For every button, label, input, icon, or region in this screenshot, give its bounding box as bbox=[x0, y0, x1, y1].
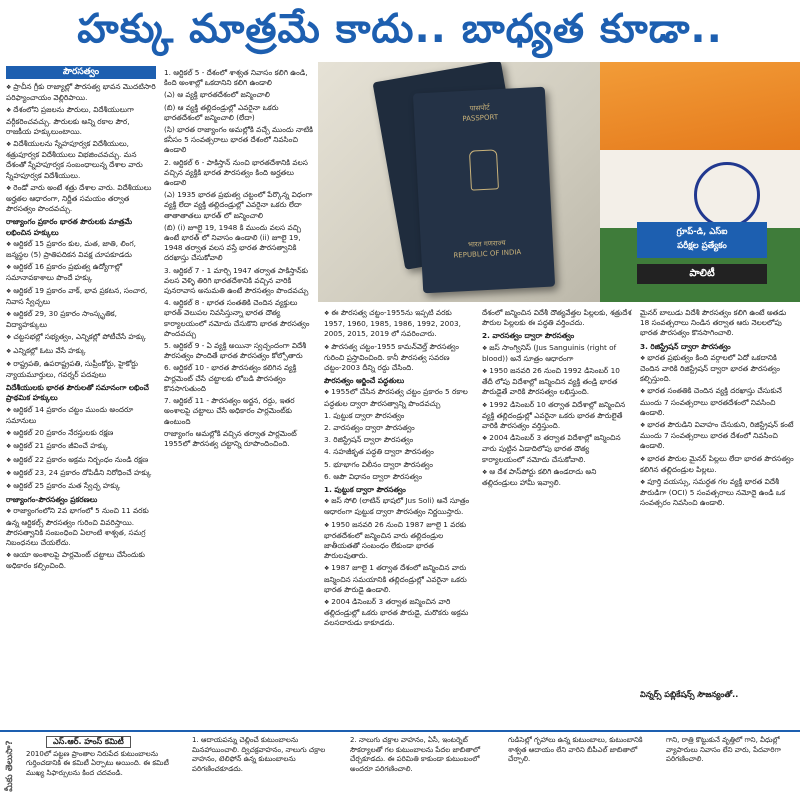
paragraph: (ఎ) 1935 భారత ప్రభుత్వ చట్టంలో పేర్కొన్న విధంగా వ్యక్తి లేదా వ్యక్తి తల్లిదండ్రుల్లో ఎవరైనా ఒకరు లేదా తాతాతాతలు భారత్ లో జన్మించాలి bbox=[164, 190, 313, 220]
headline: హక్కు మాత్రమే కాదు.. బాధ్యత కూడా.. bbox=[77, 6, 723, 52]
list-item: 1. పుట్టుక ద్వారా పౌరసత్వం bbox=[324, 410, 405, 420]
committee-title: ఎస్.ఆర్. హంస్ కమిటీ bbox=[46, 736, 131, 748]
paragraph: గుడిసెల్లో గృహాలు ఉన్న కుటుంబాలు, కుటుంబానికి శాశ్వత ఆదాయం లేని వారిని బీపీఎల్ జాబితాలో చేర్చాలి. bbox=[508, 736, 643, 763]
paragraph: గాని, రాత్రి కొట్టుకునే వృత్తిలో గాని, వీధుల్లో వ్యాపారులు నివాసం లేని వారు, పేదవారిగా పరిగణించాలి. bbox=[666, 736, 781, 763]
paragraph: (బి) ఆ వ్యక్తి తల్లిదండ్రుల్లో ఎవరైనా ఒకరు భారతదేశంలో జన్మించాలి (లేదా) bbox=[164, 102, 279, 122]
subheading: 1. పుట్టుక ద్వారా పౌరసత్వం bbox=[324, 485, 406, 495]
passport-front bbox=[413, 87, 555, 294]
subheading: 3. రిజిస్ట్రేషన్ ద్వారా పౌరసత్వం bbox=[640, 341, 731, 351]
list-item: ❖ ఆయా అంశాలపై పార్లమెంట్ చట్టాలు చేసేందుకు అధికారం కల్పించింది. bbox=[6, 550, 156, 571]
list-item: ❖ 2004 డిసెంబర్ 3 తర్వాత జన్మించిన వారి తల్లిదండ్రుల్లో ఒకరు భారత పౌరుడై, మరొకరు అక్రమ వలసదారుడు కాకూడదు. bbox=[324, 597, 474, 629]
list-item: 4. సహజీకృత పద్ధతి ద్వారా పౌరసత్వం bbox=[324, 447, 434, 457]
column-3 bbox=[324, 308, 474, 723]
list-item: 6. ఆపౌ విధానం ద్వారా పౌరసత్వం bbox=[324, 471, 423, 481]
bottom-column-4 bbox=[508, 736, 658, 804]
paragraph: ❖ 1955లో చేసిన పౌరసత్వ చట్టం ప్రకారం 5 రకాల పద్ధతుల ద్వారా పౌరసత్వాన్ని పొందవచ్చు bbox=[324, 387, 474, 408]
list-item: ❖ 1950 జనవరి 26 నుంచి 1987 జూలై 1 వరకు భారతదేశంలో జన్మించిన వారు తల్లిదండ్రుల జాతీయతతో సంబంధం లేకుండా భారత పౌరులవుతారు. bbox=[324, 520, 474, 562]
paragraph: దేశంలో జన్మించిన విదేశీ దౌత్యవేత్తల పిల్లలకు, శత్రుదేశ పౌరుల పిల్లలకు ఈ పద్ధతి వర్తించదు. bbox=[482, 308, 632, 328]
did-you-know-label bbox=[0, 732, 22, 807]
paragraph: రాజ్యాంగం అమల్లోకి వచ్చిన తర్వాత పార్లమెంట్ 1955లో పౌరసత్వ చట్టాన్ని రూపొందించింది. bbox=[164, 428, 297, 448]
paragraph: ❖ దేశంలోని ప్రజలను పౌరులు, విదేశీయులుగా వర్గీకరించవచ్చు. పౌరులకు అన్ని రకాల పౌర, రాజకీయ హక్కులుంటాయి. bbox=[6, 105, 156, 137]
list-item: ❖ పూర్తి వయస్సు, సమర్థత గల వ్యక్తి భారత విదేశీ పౌరుడిగా (OCI) 5 సంవత్సరాలు నమోదై ఉండి ఒక సంవత్సరం నివసించి ఉండాలి. bbox=[640, 477, 796, 509]
list-item: ❖ చట్టసభల్లో సభ్యత్వం, ఎన్నికల్లో పోటీచేసే హక్కు bbox=[6, 332, 156, 343]
ashoka-chakra-icon bbox=[694, 162, 760, 228]
list-item: ❖ ఆర్టికల్ 19 ప్రకారం వాక్, భావ ప్రకటన, సంచార, నివాస స్వేచ్ఛలు bbox=[6, 286, 156, 307]
list-item: ❖ ఆర్టికల్ 16 ప్రకారం ప్రభుత్వ ఉద్యోగాల్లో సమానావకాశాలు పొందే హక్కు bbox=[6, 262, 156, 283]
paragraph: ❖ ఈ పౌరసత్వ చట్టం-1955ను ఇప్పటి వరకు 1957, 1960, 1985, 1986, 1992, 2003, 2005, 2015, 2019 లో సవరించారు. bbox=[324, 308, 474, 340]
list-item: ❖ ఆర్టికల్ 21 ప్రకారం జీవించే హక్కు bbox=[6, 441, 156, 452]
list-item: ❖ జస్ సోలి (లాటిన్ భాషలో Jus Soli) అనే సూత్రం ఆధారంగా పుట్టుక ద్వారా పౌరసత్వం నిర్ణయిస్తారు. bbox=[324, 496, 474, 517]
list-item: ❖ భారత పౌరుడిని వివాహం చేసుకుని, రిజిస్ట్రేషన్ కంటే ముందు 7 సంవత్సరాలు భారత దేశంలో నివసించి ఉండాలి. bbox=[640, 420, 796, 452]
subheading: రాజ్యాంగం-పౌరసత్వం ప్రకరణలు bbox=[6, 495, 98, 505]
badge-text: గ్రూప్-డి, ఎస్ఐ పరీక్షల ప్రత్యేకం bbox=[676, 227, 728, 251]
list-item: ❖ ఆర్టికల్ 20 ప్రకారం నేరస్తులకు రక్షణ bbox=[6, 428, 156, 439]
passport-title-hindi: पासपोर्ट bbox=[469, 103, 490, 113]
bottom-column-1 bbox=[26, 736, 184, 804]
paragraph: 5. ఆర్టికల్ 9 - ఏ వ్యక్తి అయినా స్వచ్ఛందంగా విదేశీ పౌరసత్వం పొందితే భారత పౌరసత్వం కోల్పోతారు bbox=[164, 341, 307, 361]
passport-country-hindi: भारत गणराज्य bbox=[467, 238, 506, 249]
list-item: ❖ 1987 జూలై 1 తర్వాత దేశంలో జన్మించిన వారు జన్మించిన సమయానికి తల్లిదండ్రుల్లో ఎవరైనా ఒకరు భారత పౌరుడై ఉండాలి. bbox=[324, 563, 474, 595]
paragraph: 3. ఆర్టికల్ 7 - 1 మార్చి 1947 తర్వాత పాకిస్తాన్‌కు వలస వెళ్ళి తిరిగి భారతదేశానికి వచ్చిన వారికి పునరావాస అనుమతి ఉంటే పౌరసత్వం పొందవచ్చు bbox=[164, 265, 309, 296]
column-4 bbox=[482, 308, 632, 723]
paragraph: 1. ఆదాయపన్ను చెల్లించే కుటుంబాలను మినహాయించాలి. ద్విచక్రవాహనం, నాలుగు చక్రాల వాహనం, టెలిఫోన్ ఉన్న కుటుంబాలను పరిగణించకూడదు. bbox=[192, 736, 326, 773]
column-1 bbox=[6, 66, 156, 726]
bottom-column-2 bbox=[192, 736, 342, 804]
list-item: ❖ ఆర్టికల్ 14 ప్రకారం చట్టం ముందు అందరూ సమానులు bbox=[6, 405, 156, 426]
subheading: రాజ్యాంగం ప్రకారం భారత పౌరులకు మాత్రమే లభించిన హక్కులు bbox=[6, 217, 133, 237]
paragraph: 1. ఆర్టికల్ 5 - దేశంలో శాశ్వత నివాసం కలిగి ఉండి, కింది అంశాల్లో ఒకదానిని కలిగి ఉండాలి bbox=[164, 68, 308, 88]
column-5 bbox=[640, 308, 796, 688]
section-heading-citizenship: పౌరసత్వం bbox=[6, 66, 156, 79]
paragraph: 4. ఆర్టికల్ 8 - భారత సంతతికి చెందిన వ్యక్తులు భారత్ వెలుపల నివసిస్తున్నా భారత దౌత్య కార్యాలయంలో నమోదు చేసుకొని భారత పౌరసత్వం పొందవచ్చు bbox=[164, 298, 310, 338]
list-item: ❖ ఎన్నికల్లో ఓటు వేసే హక్కు bbox=[6, 346, 156, 357]
list-item: ❖ భారత పౌరుల మైనర్ పిల్లలు లేదా భారత పౌరసత్వం కలిగిన తల్లిదండ్రుల పిల్లలు. bbox=[640, 454, 796, 475]
list-item: ❖ ఆర్టికల్ 25 ప్రకారం మత స్వేచ్ఛ హక్కు bbox=[6, 481, 156, 492]
paragraph: 2010లో పట్టణ ప్రాంతాల నిరుపేద కుటుంబాలను గుర్తించడానికి ఈ కమిటీ ఏర్పాటు అయింది. ఈ కమిటీ ముఖ్య సిఫార్సులను కింద చదవండి. bbox=[26, 749, 169, 777]
paragraph: (బి) (i) జూలై 19, 1948 కి ముందు వలస వచ్చి ఉంటే భారత్ లో నివాసం ఉండాలి (ii) జూలై 19, 1948 తర్వాత వలస వస్తే భారత పౌరసత్వానికి దరఖాస్తు చేసుకోవాలి bbox=[164, 222, 302, 263]
paragraph: ❖ విదేశీయులను స్నేహపూర్వక విదేశీయులు, శత్రుపూర్వక విదేశీయులు విభజించవచ్చు. మన దేశంతో స్నేహపూర్వక సంబంధాలున్న దేశాల వారు స్నేహపూర్వక విదేశీయులు. bbox=[6, 139, 156, 181]
paragraph: (సి) భారత రాజ్యాంగం అమల్లోకి వచ్చే ముందు నాటికి కనీసం 5 సంవత్సరాలు భారత దేశంలో నివసించి ఉండాలి bbox=[164, 125, 313, 155]
list-item: ❖ ఆర్టికల్ 29, 30 ప్రకారం సాంస్కృతిక, విద్యాహక్కులు bbox=[6, 309, 156, 330]
flag-saffron-band bbox=[600, 62, 800, 152]
list-item: 2. వారసత్వం ద్వారా పౌరసత్వం bbox=[324, 423, 415, 433]
paragraph: 2. నాలుగు చక్రాల వాహనం, ఏసీ, ఇంటర్నెట్ సౌకర్యాలతో గల కుటుంబాలను పేదల జాబితాలో చేర్చకూడదు. ఈ పరిమితి కాకుండా కుటుంబంలో అందరూ పరిగణించాలి. bbox=[350, 736, 481, 773]
list-item: ❖ 2004 డిసెంబర్ 3 తర్వాత విదేశాల్లో జన్మించిన వారు పుట్టిన ఏడాదిలోపు భారత దౌత్య కార్యాలయంలో నమోదు చేసుకోవాలి. bbox=[482, 433, 632, 465]
paragraph: మైనర్ బాలుడు విదేశీ పౌరసత్వం కలిగి ఉంటే అతడు 18 సంవత్సరాలు నిండిన తర్వాత ఆరు నెలలలోపు భారత పౌరసత్వం కొనసాగించాలి. bbox=[640, 308, 787, 338]
paragraph: 2. ఆర్టికల్ 6 - పాకిస్తాన్ నుంచి భారతదేశానికి వలస వచ్చిన వ్యక్తికి భారత పౌరసత్వం కింది అర్హతలు ఉండాలి bbox=[164, 157, 308, 188]
paragraph: ❖ పౌరసత్వ చట్టం-1955 కామన్‌వెల్త్ పౌరసత్వం గురించి ప్రస్తావించింది. కానీ పౌరసత్వ సవరణ చట్టం-2003 దీన్ని రద్దు చేసింది. bbox=[324, 342, 474, 374]
exam-special-badge bbox=[637, 222, 767, 258]
list-item: ❖ రాజ్యాంగంలోని 2వ భాగంలో 5 నుంచి 11 వరకు ఉన్న ఆర్టికల్స్ పౌరసత్వం గురించి వివరిస్తాయి. పౌరసత్వానికి సంబంధించి ఏలాంటి శాశ్వత, సమగ్ర నిబంధనలు చేయలేదు. bbox=[6, 506, 156, 548]
national-emblem-icon bbox=[469, 149, 499, 190]
paragraph: 6. ఆర్టికల్ 10 - భారత పౌరసత్వం కలిగిన వ్యక్తి పార్లమెంట్ చేసే చట్టాలకు లోబడి పౌరసత్వం కొనసాగుతుంది bbox=[164, 363, 297, 393]
list-item: ❖ రాష్ట్రపతి, ఉపరాష్ట్రపతి, సుప్రీంకోర్టు, హైకోర్టు న్యాయమూర్తులు, గవర్నర్ పదవులు bbox=[6, 359, 156, 380]
did-you-know-strip bbox=[0, 730, 800, 807]
bottom-column-5 bbox=[666, 736, 796, 804]
list-item: ❖ 1950 జనవరి 26 నుంచి 1992 డిసెంబర్ 10 తేదీ లోపు విదేశాల్లో జన్మించిన వ్యక్తి తండ్రి భారత పౌరుడైతే వారికి పౌరసత్వం లభిస్తుంది. bbox=[482, 366, 632, 398]
passport-title: PASSPORT bbox=[462, 113, 499, 124]
paragraph: ❖ జస్ సాంగ్వినిస్ (Jus Sanguinis (right of blood)) అనే సూత్రం ఆధారంగా bbox=[482, 343, 632, 364]
subheading: 2. వారసత్వం ద్వారా పౌరసత్వం bbox=[482, 331, 575, 341]
list-item: ❖ భారత సంతతికి చెందిన వ్యక్తి దరఖాస్తు చేసుకునే ముందు 7 సంవత్సరాలు భారతదేశంలో నివసించి ఉండాలి. bbox=[640, 386, 796, 418]
bottom-column-3 bbox=[350, 736, 500, 804]
paragraph: (ఎ) ఆ వ్యక్తి భారతదేశంలో జన్మించాలి bbox=[164, 90, 270, 100]
list-item: ❖ ఆర్టికల్ 23, 24 ప్రకారం దోపిడీని నిరోధించే హక్కు bbox=[6, 468, 156, 479]
paragraph: ❖ ప్రాచీన గ్రీకు రాజ్యాల్లో పౌరసత్వ భావన మొదటిసారి పరిఫ్యాంచాయం వెల్లిరిపాయి. bbox=[6, 82, 156, 103]
subheading: పౌరసత్వం ఆర్జించే పద్ధతులు bbox=[324, 376, 405, 386]
list-item: ❖ భారత ప్రభుత్వం కింది వర్గాలలో ఏదో ఒకదానికి చెందిన వారికి రిజిస్ట్రేషన్ ద్వారా భారత పౌరసత్వం కల్పిస్తుంది. bbox=[640, 353, 796, 385]
list-item: 3. రిజిస్ట్రేషన్ ద్వారా పౌరసత్వం bbox=[324, 435, 414, 445]
list-item: ❖ ఆర్టికల్ 22 ప్రకారం అక్రమ నిర్బంధం నుండి రక్షణ bbox=[6, 455, 156, 466]
column-2 bbox=[164, 68, 316, 723]
passport-country: REPUBLIC OF INDIA bbox=[453, 248, 522, 260]
list-item: ❖ ఆ దేశ పాస్‌పోర్టు కలిగి ఉండరాదు అని తల్లిదండ్రులు హామీ ఇవ్వాలి. bbox=[482, 467, 632, 488]
list-item: ❖ 1992 డిసెంబర్ 10 తర్వాత విదేశాల్లో జన్మించిన వ్యక్తి తల్లిదండ్రుల్లో ఎవరైనా ఒకరు భారత పౌరులైతే వారికి పౌరసత్వం వర్తిస్తుంది. bbox=[482, 400, 632, 432]
paragraph: 7. ఆర్టికల్ 11 - పౌరసత్వం అర్జన, రద్దు, ఇతర అంశాలపై చట్టాలు చేసే అధికారం పార్లమెంట్‌కు ఉంటుంది bbox=[164, 396, 295, 426]
paragraph: ❖ రెండో వారు అంటే శత్రు దేశాల వారు. విదేశీయులు అర్హతల ఆధారంగా, నిర్ణీత సమయం తర్వాత పౌరసత్వం పొందవచ్చు. bbox=[6, 183, 156, 215]
list-item: ❖ ఆర్టికల్ 15 ప్రకారం కుల, మత, జాతి, లింగ, జన్మస్థల (5) ప్రాతిపదికన వివక్ష చూపకూడదు bbox=[6, 239, 156, 260]
side-label: మీకు తెలుసా? bbox=[5, 740, 15, 792]
credit-line: విన్నర్స్ పబ్లికేషన్స్ సౌజన్యంతో.. bbox=[640, 690, 739, 699]
subheading: విదేశీయులకు భారత పౌరులతో సమానంగా లభించే ప్రాథమిక హక్కులు bbox=[6, 383, 149, 403]
polity-badge: పాలిటీ bbox=[637, 264, 767, 284]
list-item: 5. భూభాగం విలీనం ద్వారా పౌరసత్వం bbox=[324, 459, 433, 469]
